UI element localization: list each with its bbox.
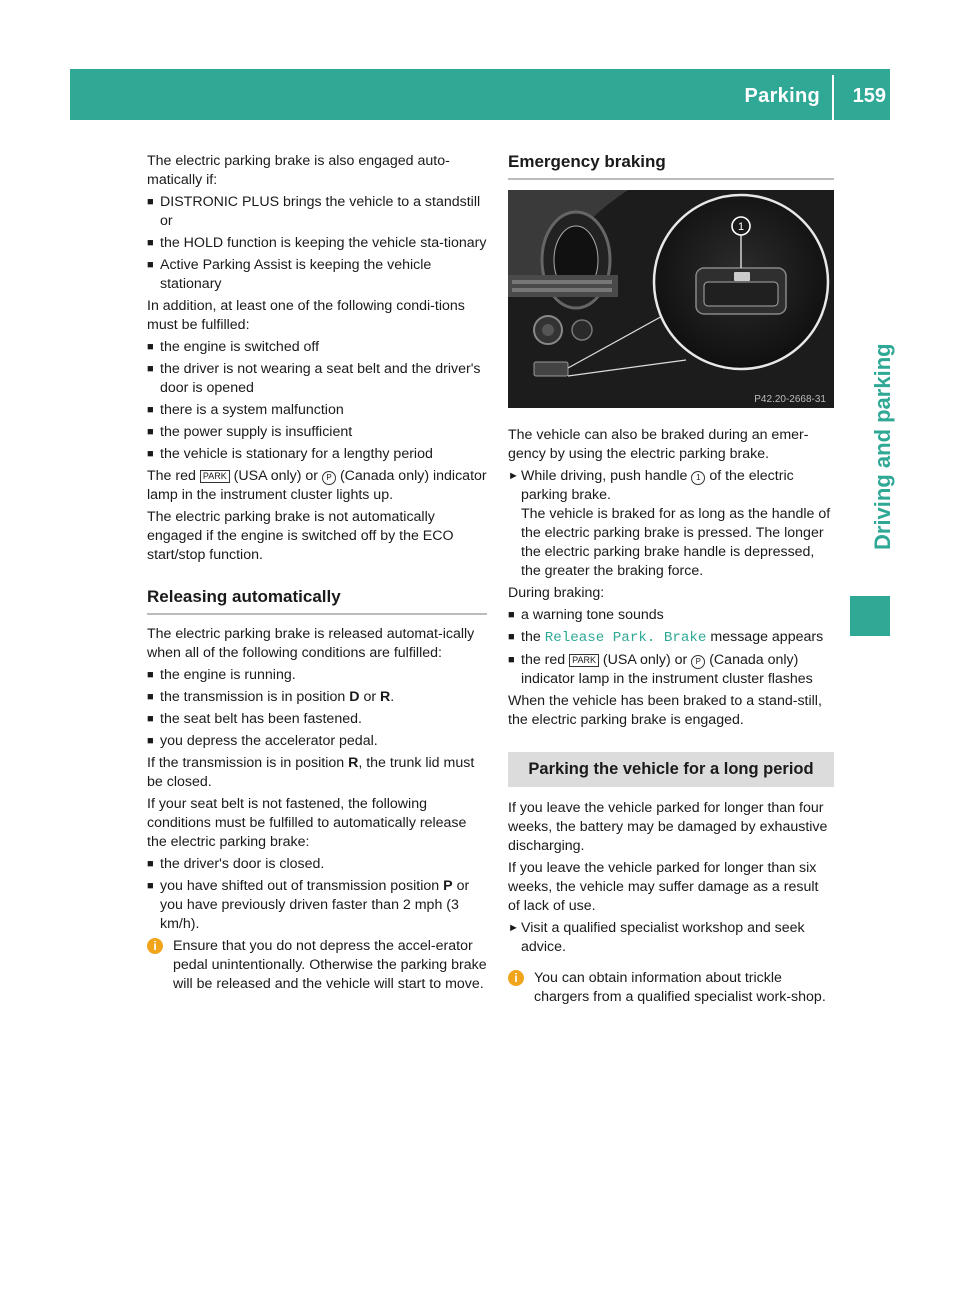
page-number: 159 (852, 85, 886, 107)
seatbelt-list (147, 855, 487, 934)
bullet-icon: ■ (147, 404, 154, 416)
bullet-icon: ■ (147, 259, 154, 271)
arrow-icon: ► (508, 922, 519, 934)
info-icon: i (508, 970, 524, 986)
bullet-icon: ■ (147, 426, 154, 438)
long-period-text-b: If you leave the vehicle parked for longer than six weeks, the vehicle may suffer damage as a result of lack of use. (508, 860, 819, 914)
heading-releasing: Releasing automatically (147, 587, 487, 615)
callout-number: 1 (737, 221, 745, 233)
display-message: Release Park. Brake (544, 630, 707, 646)
photo-reference: P42.20-2668-31 (754, 394, 826, 405)
list-item: ■ you have shifted out of transmission position P or you have previously driven faster than 2 mph (3 km/h). (147, 878, 470, 932)
park-indicator-icon: PARK (569, 654, 599, 667)
bullet-icon: ■ (147, 341, 154, 353)
info-note: i You can obtain information about trickle chargers from a qualified specialist work-shop. (508, 969, 834, 1007)
list-item: ■ the vehicle is stationary for a lengthy period (147, 446, 433, 462)
list-item: ■ the driver is not wearing a seat belt and the driver's door is opened (147, 361, 481, 396)
bullet-icon: ■ (147, 448, 154, 460)
seatbelt-text: If your seat belt is not fastened, the following conditions must be fulfilled to automatically release the electric parking brake: (147, 796, 467, 850)
list-item: ► While driving, push handle 1 of the electric parking brake. The vehicle is braked for as long as the handle of the electric parking brake is pressed. The longer the electric parking brake handle is depressed, the greater the braking force. (508, 468, 831, 579)
header-divider (832, 75, 834, 120)
info-icon: i (147, 938, 163, 954)
list-item: ■ Active Parking Assist is keeping the vehicle stationary (147, 257, 432, 292)
page-header (70, 69, 890, 120)
section-title: Parking (744, 85, 820, 107)
right-column (508, 152, 834, 1010)
list-item: ■ the driver's door is closed. (147, 856, 325, 872)
bullet-icon: ■ (147, 713, 154, 725)
eco-text: The electric parking brake is not automatically engaged if the engine is switched off by the ECO start/stop function. (147, 509, 454, 563)
heading-emergency: Emergency braking (508, 152, 834, 180)
list-item: ■ DISTRONIC PLUS brings the vehicle to a standstill or (147, 194, 481, 229)
list-item: ■ there is a system malfunction (147, 402, 344, 418)
during-list (508, 606, 834, 689)
bullet-icon: ■ (147, 735, 154, 747)
p-indicator-icon: P (691, 655, 705, 669)
bullet-icon: ■ (508, 609, 515, 621)
auto-intro: The electric parking brake is also engaged auto-matically if: (147, 153, 450, 188)
trunk-text: If the transmission is in position R, the trunk lid must be closed. (147, 755, 475, 790)
list-item: ■ the HOLD function is keeping the vehicle sta-tionary (147, 235, 487, 251)
list-item: ■ the power supply is insufficient (147, 424, 353, 440)
side-marker (850, 596, 890, 636)
list-item: ► Visit a qualified specialist workshop and seek advice. (508, 920, 805, 955)
bullet-icon: ■ (147, 858, 154, 870)
list-item: ■ you depress the accelerator pedal. (147, 733, 378, 749)
list-item: ■ the engine is switched off (147, 339, 320, 355)
bullet-icon: ■ (508, 631, 515, 643)
handle-callout-icon: 1 (691, 471, 705, 485)
arrow-icon: ► (508, 470, 519, 482)
bullet-icon: ■ (147, 669, 154, 681)
list-item: ■ the engine is running. (147, 667, 296, 683)
park-indicator-icon: PARK (200, 470, 230, 483)
side-tab-label: Driving and parking (870, 343, 895, 550)
release-intro: The electric parking brake is released automat-ically when all of the following conditions are fulfilled: (147, 626, 475, 661)
bullet-icon: ■ (147, 880, 154, 892)
info-note: i Ensure that you do not depress the accel-erator pedal unintentionally. Otherwise the parking brake will be released and the vehicle will start to move. (147, 937, 487, 994)
long-period-text-a: If you leave the vehicle parked for longer than four weeks, the battery may be damaged by exhaustive discharging. (508, 800, 828, 854)
emergency-steps (508, 467, 834, 581)
side-tab (850, 240, 895, 570)
list-item: ■ the Release Park. Brake message appears (508, 629, 824, 646)
bullet-icon: ■ (147, 237, 154, 249)
emergency-intro: The vehicle can also be braked during an emer-gency by using the electric parking brake. (508, 427, 809, 462)
auto-list (147, 193, 487, 294)
release-list (147, 666, 487, 751)
list-item: ■ the seat belt has been fastened. (147, 711, 362, 727)
addition-text: In addition, at least one of the following condi-tions must be fulfilled: (147, 298, 465, 333)
p-indicator-icon: P (322, 471, 336, 485)
heading-long-period: Parking the vehicle for a long period (508, 752, 834, 787)
condition-list (147, 338, 487, 464)
bullet-icon: ■ (147, 196, 154, 208)
list-item: ■ the transmission is in position D or R. (147, 689, 395, 705)
list-item: ■ the red PARK (USA only) or P (Canada only) indicator lamp in the instrument cluster flashes (508, 652, 813, 687)
left-column (147, 152, 487, 997)
long-period-steps (508, 919, 834, 957)
during-braking: During braking: (508, 585, 605, 601)
standstill-text: When the vehicle has been braked to a stand-still, the electric parking brake is engaged. (508, 693, 822, 728)
bullet-icon: ■ (147, 363, 154, 375)
bullet-icon: ■ (147, 691, 154, 703)
list-item: ■ a warning tone sounds (508, 607, 664, 623)
bullet-icon: ■ (508, 654, 515, 666)
parking-brake-photo (508, 190, 834, 408)
indicator-lamp-text: The red PARK (USA only) or P (Canada only) indicator lamp in the instrument cluster lights up. (147, 468, 487, 503)
